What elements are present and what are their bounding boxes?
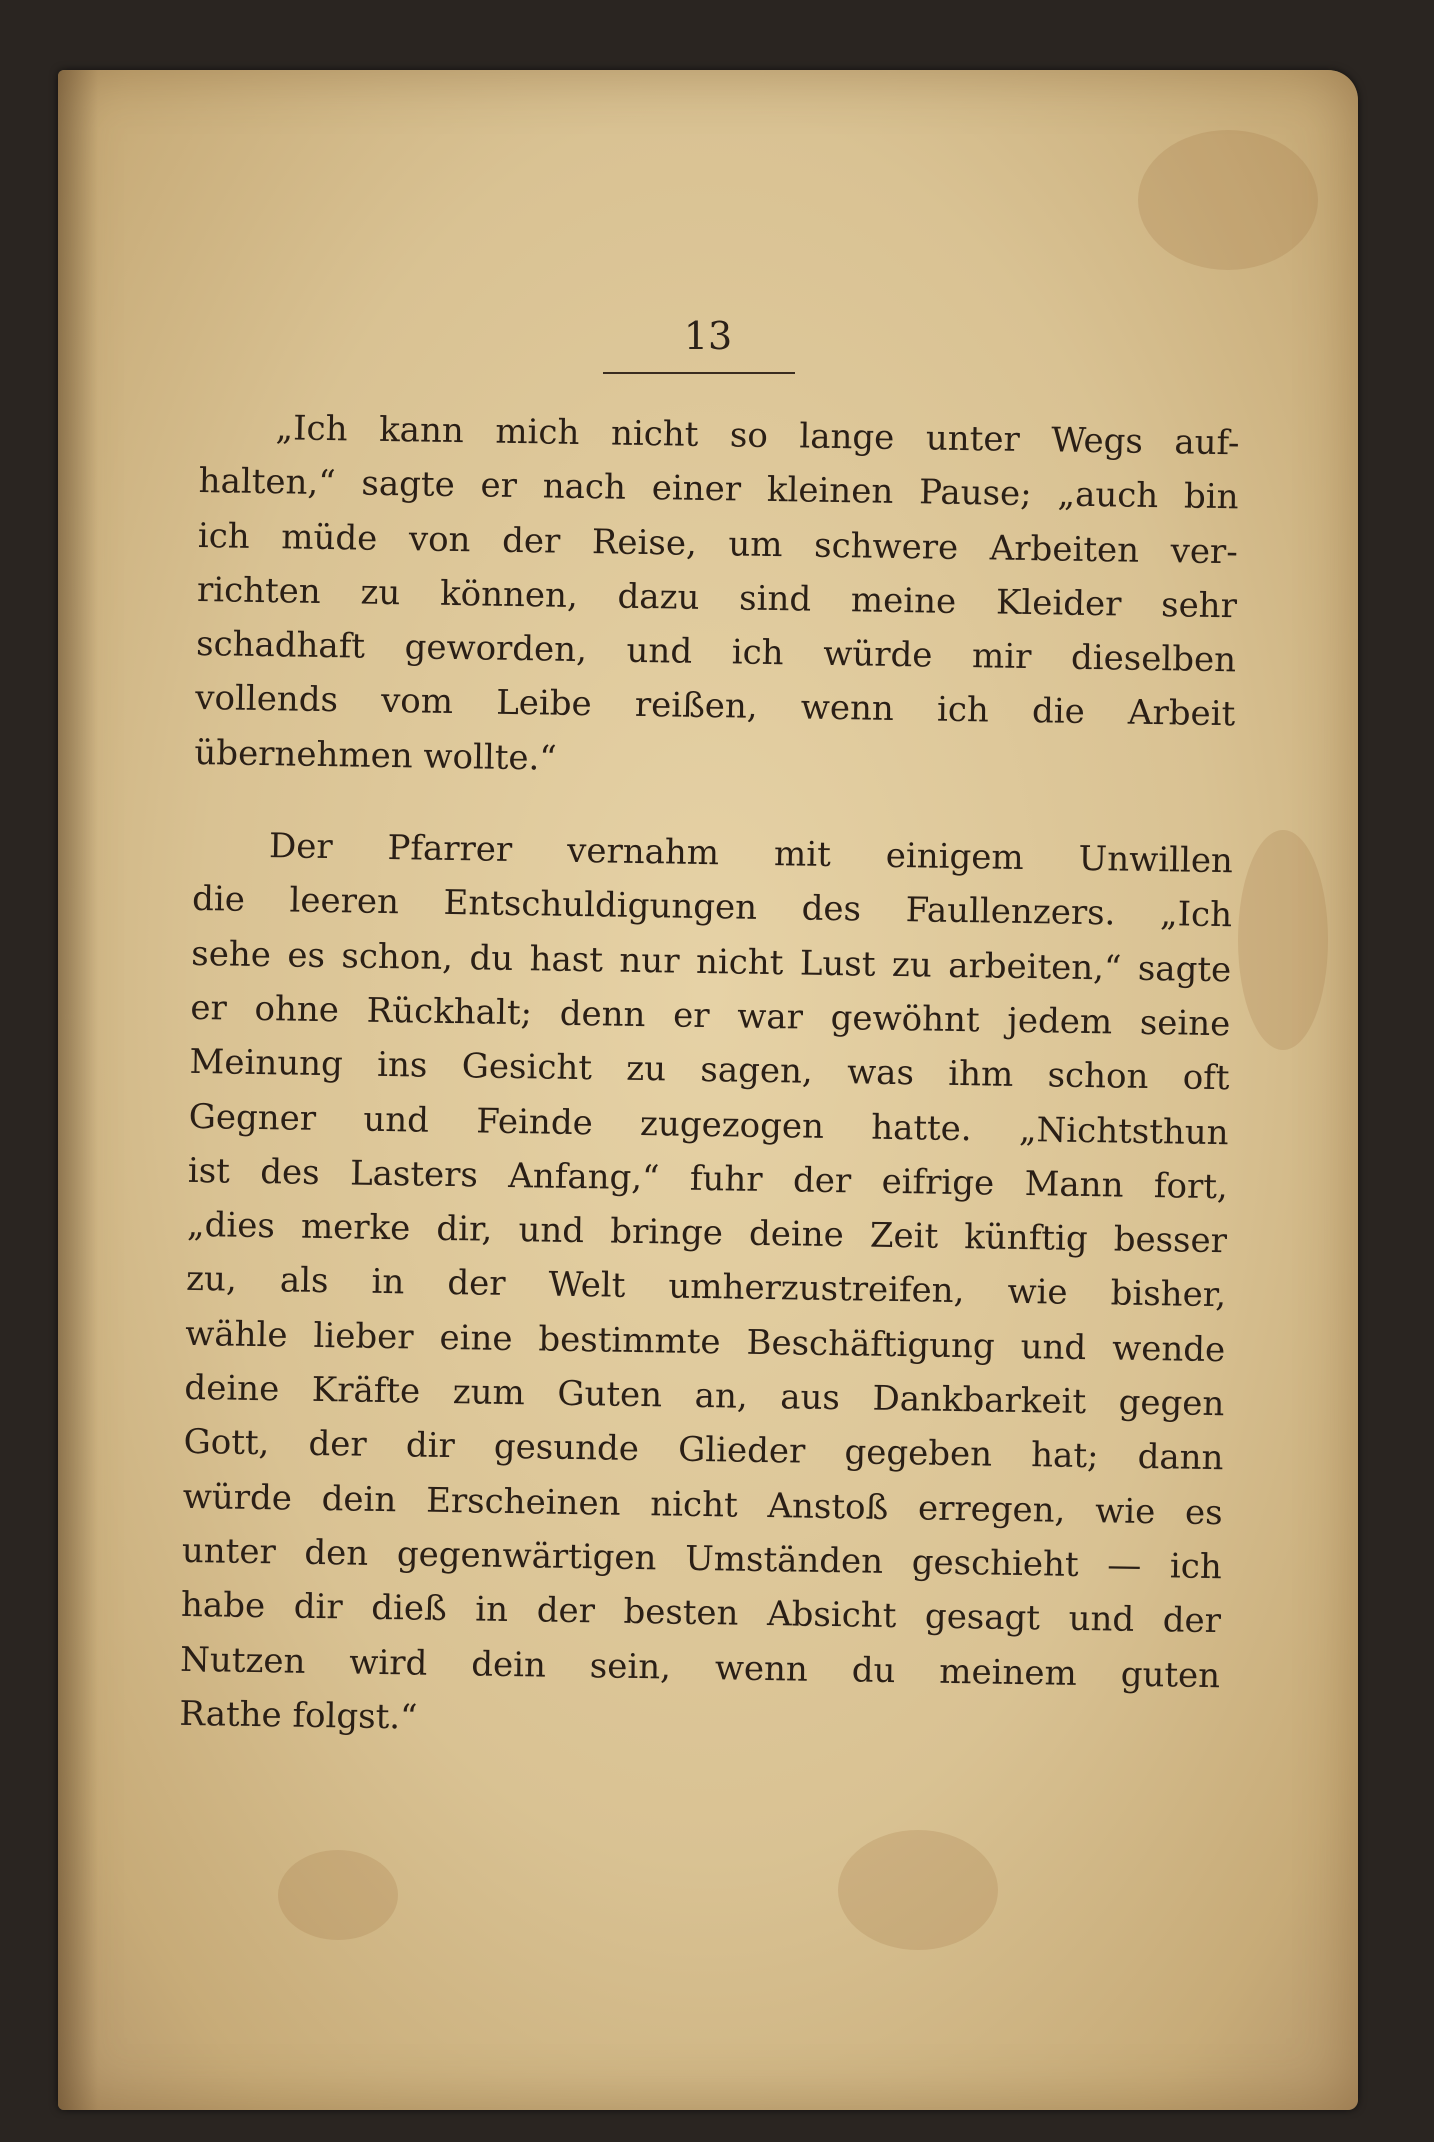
stain [1238,830,1328,1050]
text-line: er ohne Rückhalt; denn er war gewöhnt jedem seine [190,987,1231,1045]
text-line: schadhaft geworden, und ich würde mir dieselben [195,624,1237,681]
text-line: habe dir dieß in der besten Absicht gesagt und der [180,1585,1222,1642]
text-line: zu, als in der Welt umherzustreifen, wie bisher, [185,1259,1227,1316]
text-line: wähle lieber eine bestimmte Beschäftigung und wende [185,1313,1226,1370]
text-line: Rathe folgst.“ [179,1693,418,1738]
page-number-rule [603,372,795,374]
stain [278,1850,398,1940]
text-line: sehe es schon, du hast nur nicht Lust zu arbeiten,“ sagte [190,933,1232,990]
text-line: Gegner und Feinde zugezogen hatte. „Nichtsthun [188,1096,1229,1153]
text-line: halten,“ sagte er nach einer kleinen Pause; „auch bin [198,461,1239,518]
text-line: Gott, der dir gesunde Glieder gegeben hat; dann [183,1422,1224,1479]
paragraph-1 [194,400,1240,796]
spine-shadow [58,70,98,2110]
text-line: Nutzen wird dein sein, wenn du meinem guten [179,1639,1221,1696]
text-line: ist des Lasters Anfang,“ fuhr der eifrige Mann fort, [187,1150,1229,1208]
body-text [179,400,1240,1757]
text-line: unter den gegenwärtigen Umständen geschieht — ich [181,1530,1223,1588]
text-line: würde dein Erscheinen nicht Anstoß erregen, wie es [182,1476,1223,1533]
text-line: Der Pfarrer vernahm mit einigem Unwillen [268,826,1234,882]
text-line: deine Kräfte zum Guten an, aus Dankbarkeit gegen [184,1367,1225,1425]
text-line: „Ich kann mich nicht so lange unter Wegs auf- [275,408,1240,464]
text-line: Meinung ins Gesicht zu sagen, was ihm schon oft [189,1042,1230,1099]
paragraph-2 [179,818,1233,1757]
text-line: die leeren Entschuldigungen des Faullenzers. „Ich [191,879,1233,936]
text-line: ich müde von der Reise, um schwere Arbeiten ver- [197,515,1239,572]
page-number: 13 [683,314,733,358]
text-line: übernehmen wollte.“ [194,732,558,779]
text-line: vollends vom Leibe reißen, wenn ich die Arbeit [194,678,1236,735]
text-line: „dies merke dir, und bringe deine Zeit künftig besser [186,1205,1228,1262]
stain [838,1830,998,1950]
text-line: richten zu können, dazu sind meine Kleider sehr [196,569,1238,627]
stain [1138,130,1318,270]
